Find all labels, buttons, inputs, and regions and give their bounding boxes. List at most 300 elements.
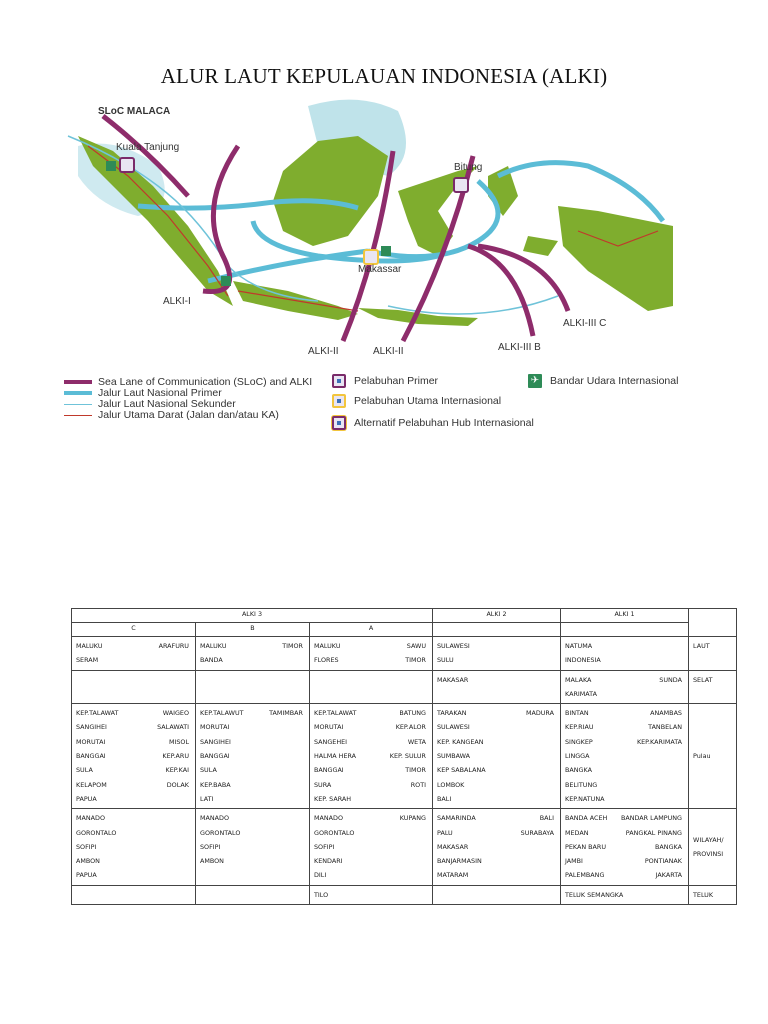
legend-sloc-label: Sea Lane of Communication (SLoC) and ALKI <box>98 376 313 388</box>
cell <box>310 670 433 704</box>
cell-line <box>200 854 305 868</box>
cell-line <box>565 778 684 792</box>
cell-line <box>437 826 556 840</box>
cell-line <box>314 888 428 902</box>
place-name-secondary: SUNDA <box>659 675 682 684</box>
category-teluk <box>689 885 737 904</box>
category-laut <box>689 637 737 671</box>
place-name-secondary <box>303 749 305 763</box>
cell-line <box>314 720 428 734</box>
place-name-secondary: BANDAR LAMPUNG <box>620 814 682 823</box>
label-alki-i: ALKI-I <box>163 296 191 307</box>
place-name-secondary: KEP.KAI <box>165 766 189 775</box>
place-name-secondary <box>554 720 556 734</box>
cell <box>561 670 689 704</box>
label-alki-iii-b: ALKI-III B <box>498 342 541 353</box>
place-name: KEP SABALANA <box>437 766 486 775</box>
place-name: MORUTAI <box>76 737 106 746</box>
port-hub-icon <box>332 416 346 430</box>
place-name: MALUKU <box>314 642 341 650</box>
place-name: PALU <box>437 828 453 837</box>
place-name: MAKASAR <box>437 675 469 684</box>
header-blank <box>689 609 737 637</box>
place-name: MORUTAI <box>314 723 344 732</box>
cell-line <box>437 749 556 763</box>
cell-line <box>76 653 191 667</box>
port-makassar-icon <box>364 250 378 264</box>
place-name: BELITUNG <box>565 780 598 789</box>
cell <box>72 670 196 704</box>
cell-line <box>314 706 428 720</box>
cell-line <box>76 826 191 840</box>
place-name-secondary <box>682 687 684 701</box>
cell-line <box>437 854 556 868</box>
place-name-secondary: PANGKAL PINANG <box>625 828 682 837</box>
cell-line <box>200 735 305 749</box>
cell-line <box>565 811 684 825</box>
cell-line <box>314 735 428 749</box>
place-name: MANADO <box>76 814 105 823</box>
cell-line <box>437 653 556 667</box>
place-name-secondary: KEP. SULUR <box>389 752 426 761</box>
cell-line <box>565 854 684 868</box>
place-name-secondary <box>682 639 684 653</box>
port-primary-icon <box>332 374 346 388</box>
place-name-secondary <box>554 854 556 868</box>
place-name-secondary <box>303 826 305 840</box>
place-name-secondary: BANGKA <box>655 842 682 851</box>
cell <box>310 637 433 671</box>
legend-primer-label: Jalur Laut Nasional Primer <box>98 387 222 399</box>
airport-icon <box>221 276 231 286</box>
place-name-secondary: TIMOR <box>282 642 303 650</box>
place-name: MAKASAR <box>437 842 469 851</box>
place-name: SULA <box>76 766 93 775</box>
place-name-secondary <box>554 840 556 854</box>
category-teluk-label: TELUK <box>693 890 714 899</box>
place-name-secondary <box>303 720 305 734</box>
place-name-secondary <box>189 792 191 806</box>
airplane-icon: ✈ <box>528 374 542 388</box>
cell-line <box>200 706 305 720</box>
place-name-secondary: SAWU <box>406 642 426 650</box>
table-row-pulau <box>72 704 737 809</box>
place-name-secondary <box>682 653 684 667</box>
cell-line <box>200 763 305 777</box>
cell <box>310 885 433 904</box>
label-alki-ii-right: ALKI-II <box>373 346 404 357</box>
category-provinsi-label: PROVINSI <box>693 850 724 858</box>
place-name: SUMBAWA <box>437 752 470 761</box>
airport-icon <box>106 161 116 171</box>
place-name: KEP. SARAH <box>314 794 352 803</box>
place-name-secondary <box>303 763 305 777</box>
legend-pelabuhan-primer-label: Pelabuhan Primer <box>354 375 439 387</box>
legend-pelabuhan-hub-label: Alternatif Pelabuhan Hub Internasional <box>354 417 534 429</box>
place-name-secondary <box>303 778 305 792</box>
place-name-secondary <box>426 826 428 840</box>
place-name-secondary <box>554 639 556 653</box>
place-name-secondary <box>189 653 191 667</box>
place-name: MORUTAI <box>200 723 230 732</box>
place-name: BANGGAI <box>200 752 230 761</box>
legend-darat-label: Jalur Utama Darat (Jalan dan/atau KA) <box>98 409 279 421</box>
cell-line <box>314 868 428 882</box>
label-makassar: Makassar <box>358 264 402 275</box>
cell-line <box>200 749 305 763</box>
place-name-secondary: WETA <box>407 737 426 746</box>
place-name: SANGIHEI <box>200 737 231 746</box>
place-name: BANJARMASIN <box>437 857 482 866</box>
place-name-secondary: BATUNG <box>399 709 426 718</box>
place-name: SOFIPI <box>200 842 221 851</box>
place-name-secondary <box>682 792 684 806</box>
place-name-secondary <box>189 826 191 840</box>
island-papua <box>558 206 673 311</box>
place-name-secondary <box>426 888 428 902</box>
place-name: GORONTALO <box>200 828 241 837</box>
cell-line <box>314 792 428 806</box>
place-name-secondary: MADURA <box>525 709 554 718</box>
place-name: KEP.TALAWUT <box>200 709 244 718</box>
cell-line <box>76 792 191 806</box>
place-name: LINGGA <box>565 752 590 761</box>
place-name-secondary: TIMOR <box>405 766 426 775</box>
airport-icon <box>381 246 391 256</box>
cell <box>433 885 561 904</box>
place-name: SULAWESI <box>437 723 470 732</box>
place-name: BANDA <box>200 656 223 665</box>
table-subheader-row <box>72 623 737 637</box>
place-name-secondary: KEP.KARIMATA <box>636 737 682 746</box>
place-name: LATI <box>200 794 214 803</box>
place-name: BANGGAI <box>314 766 344 775</box>
legend-sekunder-label: Jalur Laut Nasional Sekunder <box>98 398 236 410</box>
place-name: SERAM <box>76 656 99 665</box>
cell-line <box>437 735 556 749</box>
cell-line <box>565 735 684 749</box>
place-name-secondary <box>303 811 305 825</box>
cell-line <box>314 811 428 825</box>
place-name: INDONESIA <box>565 656 601 665</box>
place-name-secondary <box>554 763 556 777</box>
category-pulau <box>689 704 737 809</box>
cell-line <box>565 826 684 840</box>
cell <box>561 637 689 671</box>
place-name: SULAWESI <box>437 642 470 650</box>
cell-line <box>200 840 305 854</box>
cell-line <box>200 868 305 882</box>
place-name: MATARAM <box>437 871 469 880</box>
place-name: FLORES <box>314 656 339 665</box>
place-name-secondary <box>426 854 428 868</box>
place-name-secondary <box>554 673 556 687</box>
table-header-row <box>72 609 737 623</box>
cell <box>433 704 561 809</box>
place-name-secondary: DOLAK <box>166 780 189 789</box>
place-name: TELUK SEMANGKA <box>565 890 624 899</box>
cell-line <box>565 840 684 854</box>
place-name-secondary: TANBELAN <box>648 723 682 732</box>
cell-line <box>565 763 684 777</box>
place-name-secondary: MISOL <box>168 737 189 746</box>
cell-line <box>314 653 428 667</box>
cell-line <box>437 811 556 825</box>
page-title: ALUR LAUT KEPULAUAN INDONESIA (ALKI) <box>160 64 608 88</box>
place-name: PALEMBANG <box>565 871 605 880</box>
label-bitung: Bitung <box>454 162 483 173</box>
place-name: MEDAN <box>565 828 589 837</box>
cell-line <box>565 639 684 653</box>
place-name: GORONTALO <box>314 828 355 837</box>
place-name-secondary <box>189 840 191 854</box>
place-name: SANGEHEI <box>314 737 348 746</box>
place-name-secondary: SALAWATI <box>157 723 189 732</box>
cell-line <box>200 792 305 806</box>
place-name: SURA <box>314 780 332 789</box>
place-name: BINTAN <box>565 709 589 718</box>
map-legend <box>64 372 704 438</box>
label-kuala-tanjung: Kuala Tanjung <box>116 142 180 153</box>
cell-line <box>76 868 191 882</box>
place-name-secondary <box>303 792 305 806</box>
cell-line <box>437 706 556 720</box>
place-name: KEP.BABA <box>200 780 231 789</box>
place-name: PAPUA <box>76 871 97 880</box>
cell-line <box>200 720 305 734</box>
header-b: B <box>196 623 310 637</box>
cell-line <box>565 749 684 763</box>
cell-line <box>437 778 556 792</box>
place-name: MALAKA <box>565 675 592 684</box>
place-name-secondary <box>303 854 305 868</box>
cell-line <box>565 720 684 734</box>
place-name-secondary <box>554 778 556 792</box>
place-name: SINGKEP <box>565 737 593 746</box>
place-name: BANDA ACEH <box>565 814 608 823</box>
place-name: GORONTALO <box>76 828 117 837</box>
place-name-secondary: ARAFURU <box>158 642 189 650</box>
legend-darat <box>64 409 279 421</box>
place-name-secondary <box>303 735 305 749</box>
category-wilayah <box>689 809 737 885</box>
place-name-secondary: TIMOR <box>405 656 426 665</box>
header-a: A <box>310 623 433 637</box>
label-sloc-malaca: SLoC MALACA <box>98 106 171 117</box>
cell <box>310 704 433 809</box>
cell-line <box>437 720 556 734</box>
darat-swatch <box>64 415 92 416</box>
place-name: KENDARI <box>314 857 343 866</box>
place-name: SANGIHEI <box>76 723 107 732</box>
place-name-secondary: TAMIMBAR <box>269 709 303 718</box>
cell-line <box>437 840 556 854</box>
place-name-secondary <box>303 653 305 667</box>
legend-pelabuhan-hub <box>332 416 534 430</box>
place-name-secondary <box>426 868 428 882</box>
place-name-secondary: PONTIANAK <box>644 857 682 866</box>
place-name-secondary: WAIGEO <box>162 709 189 718</box>
cell <box>72 885 196 904</box>
cell <box>310 809 433 885</box>
place-name: TILO <box>314 890 329 899</box>
category-selat-label: SELAT <box>693 675 713 684</box>
legend-pelabuhan-utama <box>332 394 501 408</box>
place-name: PEKAN BARU <box>565 842 607 851</box>
cell-line <box>76 720 191 734</box>
header-alki1: ALKI 1 <box>561 609 689 623</box>
place-name: KEP.TALAWAT <box>314 709 357 718</box>
place-name: BANGKA <box>565 766 592 775</box>
header-empty-2 <box>433 623 561 637</box>
cell-line <box>437 673 556 687</box>
cell-line <box>200 639 305 653</box>
cell-line <box>76 763 191 777</box>
cell-line <box>76 778 191 792</box>
header-alki2: ALKI 2 <box>433 609 561 623</box>
place-name-secondary <box>426 792 428 806</box>
cell <box>72 637 196 671</box>
place-name: AMBON <box>76 857 100 866</box>
place-name: KARIMATA <box>565 689 597 698</box>
place-name-secondary <box>554 749 556 763</box>
legend-pelabuhan-primer <box>332 374 438 388</box>
port-international-icon <box>332 394 346 408</box>
cell-line <box>437 639 556 653</box>
cell <box>561 885 689 904</box>
cell-line <box>76 735 191 749</box>
place-name: SOFIPI <box>76 842 97 851</box>
place-name-secondary <box>303 868 305 882</box>
cell <box>196 809 310 885</box>
place-name: SULU <box>437 656 454 665</box>
place-name-secondary <box>554 735 556 749</box>
place-name: KEP.NATUNA <box>565 794 605 803</box>
cell-line <box>565 888 684 902</box>
cell-line <box>565 868 684 882</box>
cell-line <box>565 792 684 806</box>
header-c: C <box>72 623 196 637</box>
legend-pelabuhan-utama-label: Pelabuhan Utama Internasional <box>354 395 502 407</box>
place-name: TARAKAN <box>437 709 467 718</box>
cell-line <box>314 854 428 868</box>
cell-line <box>200 811 305 825</box>
cell <box>196 885 310 904</box>
place-name-secondary <box>554 792 556 806</box>
place-name: MALUKU <box>76 642 103 650</box>
place-name: BANGGAI <box>76 752 106 761</box>
place-name: KEP.RIAU <box>565 723 594 732</box>
port-kuala-tanjung-icon <box>120 158 134 172</box>
legend-bandara <box>528 374 678 388</box>
label-alki-iii-c: ALKI-III C <box>563 318 607 329</box>
place-name: JAMBI <box>565 857 583 866</box>
primer-swatch <box>64 391 92 395</box>
place-name-secondary <box>426 840 428 854</box>
cell-line <box>314 826 428 840</box>
category-wilayah-label: WILAYAH/ <box>693 835 724 844</box>
place-name: MALUKU <box>200 642 227 650</box>
cell-line <box>76 840 191 854</box>
place-name: DILI <box>314 871 327 880</box>
alki-table <box>71 608 737 905</box>
category-pulau-label: Pulau <box>693 752 711 761</box>
cell-line <box>76 811 191 825</box>
cell-line <box>200 826 305 840</box>
cell-line <box>76 749 191 763</box>
cell-line <box>314 763 428 777</box>
place-name: BALI <box>437 794 452 803</box>
place-name: SOFIPI <box>314 842 335 851</box>
cell-line <box>314 749 428 763</box>
cell <box>72 809 196 885</box>
cell-line <box>76 639 191 653</box>
place-name: NATUMA <box>565 642 593 650</box>
cell <box>433 670 561 704</box>
place-name-secondary <box>682 778 684 792</box>
header-empty-1 <box>561 623 689 637</box>
category-laut-label: LAUT <box>693 642 710 650</box>
cell <box>433 809 561 885</box>
table-row-selat <box>72 670 737 704</box>
place-name: MANADO <box>200 814 229 823</box>
place-name-secondary: KEP.ARU <box>162 752 189 761</box>
place-name: KEP. KANGEAN <box>437 737 484 746</box>
cell <box>196 704 310 809</box>
place-name-secondary: SURABAYA <box>520 828 554 837</box>
place-name: SAMARINDA <box>437 814 476 823</box>
cell <box>433 637 561 671</box>
header-alki3: ALKI 3 <box>72 609 433 623</box>
cell <box>561 809 689 885</box>
place-name-secondary: KUPANG <box>399 814 426 823</box>
cell-line <box>437 763 556 777</box>
cell <box>561 704 689 809</box>
sekunder-lane <box>388 296 558 314</box>
cell-line <box>565 673 684 687</box>
cell-line <box>565 653 684 667</box>
place-name-secondary <box>189 811 191 825</box>
place-name-secondary <box>189 854 191 868</box>
place-name-secondary: ANAMBAS <box>650 709 682 718</box>
place-name: MANADO <box>314 814 343 823</box>
place-name: AMBON <box>200 857 224 866</box>
place-name: SULA <box>200 766 217 775</box>
cell-line <box>565 687 684 701</box>
cell-line <box>565 706 684 720</box>
place-name: PAPUA <box>76 794 97 803</box>
place-name-secondary <box>682 749 684 763</box>
place-name: LOMBOK <box>437 780 465 789</box>
cell-line <box>200 778 305 792</box>
cell <box>196 670 310 704</box>
cell <box>72 704 196 809</box>
table-row-laut <box>72 637 737 671</box>
place-name-secondary <box>554 653 556 667</box>
place-name-secondary: BALI <box>539 814 554 823</box>
port-bitung-icon <box>454 178 468 192</box>
cell-line <box>76 854 191 868</box>
place-name-secondary <box>303 840 305 854</box>
cell-line <box>314 778 428 792</box>
category-selat <box>689 670 737 704</box>
cell-line <box>314 840 428 854</box>
cell-line <box>437 868 556 882</box>
cell <box>196 637 310 671</box>
place-name-secondary <box>554 868 556 882</box>
table-row-teluk <box>72 885 737 904</box>
place-name-secondary <box>682 888 684 902</box>
